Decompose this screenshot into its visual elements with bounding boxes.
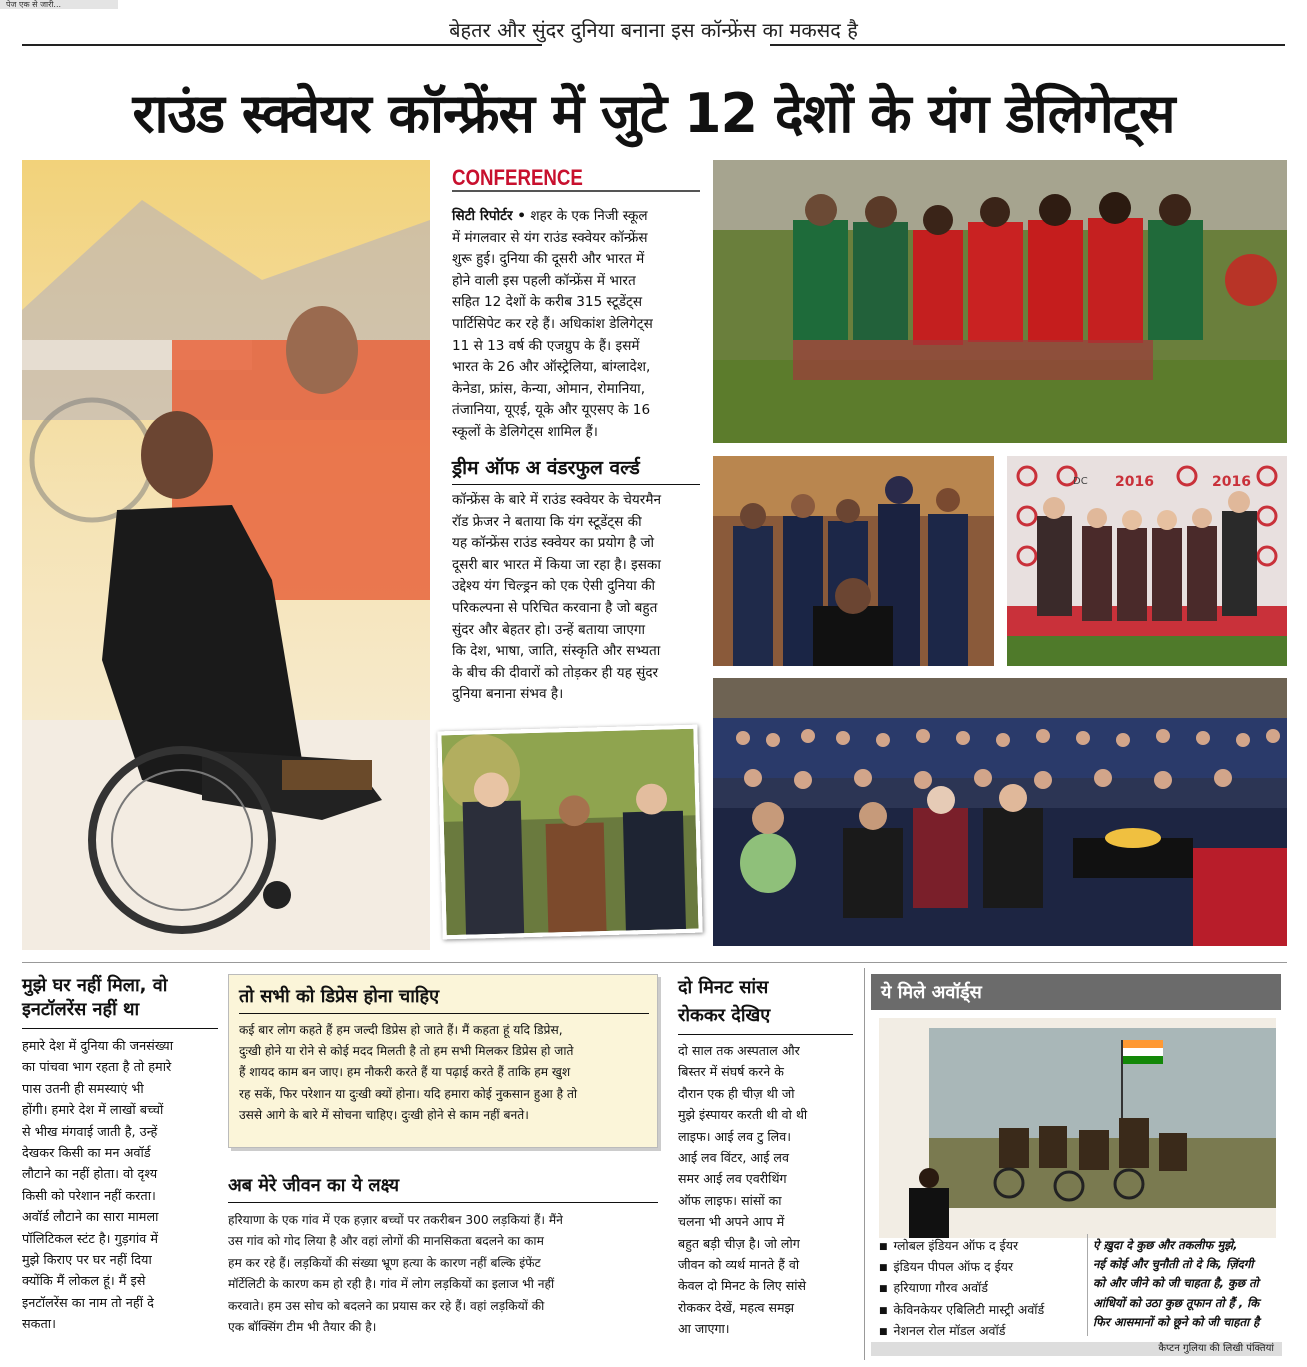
- story4-line: दो साल तक अस्पताल और: [678, 1043, 800, 1058]
- story3-line: मॉर्टेलिटी के कारण कम हो रही है। गांव में लोग लड़कियों का इलाज भी नहीं: [228, 1277, 555, 1292]
- awards-divider: [1087, 1234, 1088, 1336]
- story1-line: का पांचवा भाग रहता है तो हमारे: [22, 1060, 172, 1076]
- main-article-line: के बीच की दीवारों को तोड़कर ही यह सुंदर: [452, 664, 659, 681]
- story2-title-rule: [239, 1013, 649, 1014]
- story1-title-rule: [22, 1028, 218, 1029]
- poem-line: को और जीने को जी चाहता है, कुछ तो: [1093, 1276, 1259, 1291]
- awards-panel: [864, 968, 1287, 1360]
- main-article-line: स्कूलों के डेलिगेट्स शामिल हैं।: [452, 423, 598, 440]
- story4-title: [678, 974, 853, 1030]
- story1-line: किसी को परेशान नहीं करता।: [22, 1188, 156, 1204]
- main-article-line: केनेडा, फ्रांस, केन्या, ओमान, रोमानिया,: [452, 380, 646, 397]
- main-article-line: उद्देश्य यंग चिल्ड्रन को एक ऐसी दुनिया की: [452, 578, 656, 595]
- section-tag-rule: [452, 190, 700, 192]
- story3-line: हम कर रहे हैं। लड़कियों की संख्या भ्रूण हत्या के कारण नहीं बल्कि इंफेंट: [228, 1255, 541, 1270]
- section-tag: CONFERENCE: [452, 165, 583, 190]
- main-article-line: शुरू हुई। दुनिया की दूसरी और भारत में: [452, 251, 645, 268]
- story2-line: रह सकें, फिर परेशान या दुःखी क्यों होना। यदि हमारा कोई नुकसान हुआ है तो: [239, 1086, 578, 1101]
- story2-title: तो सभी को डिप्रेस होना चाहिए: [239, 986, 440, 1007]
- kicker: बेहतर और सुंदर दुनिया बनाना इस कॉन्फ्रेंस का मकसद है: [449, 18, 858, 42]
- poem-line: फिर आसमानों को छूने को जी चाहता है: [1093, 1314, 1260, 1329]
- story1-line: अवॉर्ड लौटाने का सारा मामला: [22, 1210, 159, 1226]
- byline: सिटी रिपोर्टर •: [452, 208, 526, 224]
- subhead-rule: [452, 484, 700, 485]
- photo-speaker-wheelchair: [22, 160, 430, 950]
- photo-uniformed-children: [713, 456, 994, 666]
- awards-list: [879, 1236, 1079, 1342]
- award-item: ■ केविनकेयर एबिलिटी मास्ट्री अवॉर्ड: [879, 1300, 1079, 1321]
- backdrop-dc-label: DC: [1073, 476, 1088, 487]
- story4-line: केवल दो मिनट के लिए सांसे: [678, 1278, 807, 1294]
- story3-line: हरियाणा के एक गांव में एक हज़ार बच्चों पर तकरीबन 300 लड़कियां हैं। मैंने: [228, 1213, 563, 1227]
- main-article-part2: [452, 490, 700, 706]
- photo-three-men: [437, 725, 702, 940]
- story1-body: [22, 1036, 218, 1336]
- story4-line: ऑफ लाइफ। सांसों का: [678, 1192, 782, 1208]
- main-article-subhead: ड्रीम ऑफ अ वंडरफुल वर्ल्ड: [452, 457, 640, 479]
- poem-line: नई कोई और चुनौती तो दे कि, ज़िंदगी: [1093, 1257, 1254, 1272]
- story3-title: अब मेरे जीवन का ये लक्ष्य: [228, 1175, 400, 1196]
- main-article-part1: [452, 206, 700, 444]
- award-item: ■ इंडियन पीपल ऑफ द ईयर: [879, 1257, 1079, 1278]
- story3-line: करवाते। हम उस सोच को बदलने का प्रयास कर रहे हैं। वहां लड़कियों की: [228, 1298, 545, 1313]
- story2-box: [228, 974, 658, 1148]
- kicker-rule-right: [770, 44, 1285, 46]
- story1-line: लौटाने का नहीं होता। वो दृश्य: [22, 1167, 158, 1183]
- story4-title-line: रोककर देखिए: [678, 1005, 771, 1026]
- story1-line: पॉलिटिकल स्टंट है। गुड़गांव में: [22, 1231, 158, 1247]
- story2-line: कई बार लोग कहते हैं हम जल्दी डिप्रेस हो जाते हैं। मैं कहता हूं यदि डिप्रेस,: [239, 1023, 563, 1037]
- story2-body: [239, 1020, 649, 1126]
- story2-line: उससे आगे के बारे में सोचना चाहिए। दुःखी होने से काम नहीं बनते।: [239, 1107, 529, 1122]
- main-article-line: परिकल्पना से परिचित करवाना है जो बहुत: [452, 599, 658, 616]
- award-item: ■ हरियाणा गौरव अवॉर्ड: [879, 1278, 1079, 1299]
- captain-poem: [1093, 1236, 1283, 1332]
- main-article-line: सुंदर और बेहतर हो। उन्हें बताया जाएगा: [452, 621, 646, 638]
- photo-audience: [713, 678, 1287, 946]
- main-article-line: दूसरी बार भारत में किया जा रहा है। इसका: [452, 556, 661, 573]
- award-item: ■ ग्लोबल इंडियन ऑफ द ईयर: [879, 1236, 1079, 1257]
- story4-line: जीवन को व्यर्थ मानते हैं वो: [678, 1257, 800, 1273]
- story1-line: से भीख मंगवाई जाती है, उन्हें: [22, 1124, 158, 1140]
- story1-line: क्योंकि मैं लोकल हूं। मैं इसे: [22, 1274, 146, 1290]
- story1-line: इनटॉलरेंस का नाम तो नहीं दे: [22, 1295, 154, 1311]
- backdrop-year-left: 2016: [1115, 474, 1154, 490]
- story3-line: एक बॉक्सिंग टीम भी तैयार की है।: [228, 1320, 377, 1335]
- main-article-line: यह कॉन्फ्रेंस राउंड स्क्वेयर का प्रयोग है जो: [452, 535, 655, 552]
- story3-title-rule: [228, 1202, 658, 1203]
- story4-line: मुझे इंस्पायर करती थी वो थी: [678, 1107, 808, 1123]
- story2-line: हैं शायद काम बन जाए। हम नौकरी करते हैं या पढ़ाई करते हैं ताकि हम खुश: [239, 1065, 571, 1080]
- photo-students-group: [713, 160, 1287, 443]
- story1-line: होंगी। हमारे देश में लाखों बच्चों: [22, 1103, 164, 1119]
- poem-line: ऐ ख़ुदा दे कुछ और तकलीफ मुझे,: [1093, 1238, 1238, 1252]
- story4-line: दौरान एक ही चीज़ थी जो: [678, 1085, 795, 1101]
- main-article-line: होने वाली इस पहली कॉन्फ्रेंस में भारत: [452, 272, 636, 289]
- story4-line: बिस्तर में संघर्ष करने के: [678, 1064, 784, 1080]
- kicker-rule-left: [22, 44, 542, 46]
- story4-line: लाइफ। आई लव टु लिव।: [678, 1128, 791, 1144]
- main-article-line: भारत के 26 और ऑस्ट्रेलिया, बांग्लादेश,: [452, 359, 651, 376]
- story3-body: [228, 1210, 658, 1338]
- story3-line: उस गांव को गोद लिया है और वहां लोगों की मानसिकता बदलने का काम: [228, 1234, 544, 1249]
- story4-line: चलना भी अपने आप में: [678, 1214, 785, 1230]
- photo-students-stage: [1007, 456, 1287, 666]
- continued-from-fragment: पेज एक से जारी...: [0, 0, 118, 9]
- story1-line: देखकर किसी का मन अवॉर्ड: [22, 1146, 151, 1162]
- bottom-section-rule: [22, 962, 1287, 963]
- main-article-line: कि देश, भाषा, जाति, संस्कृति और सभ्यता: [452, 643, 661, 660]
- story4-line: समर आई लव एवरीथिंग: [678, 1171, 787, 1187]
- story1-title-line: मुझे घर नहीं मिला, वो: [22, 975, 168, 996]
- main-article-line: दुनिया बनाना संभव है।: [452, 686, 564, 703]
- photo-flag-bikers-screen: [879, 1018, 1276, 1238]
- story4-line: आ जाएगा।: [678, 1321, 730, 1337]
- page-headline: राउंड स्क्वेयर कॉन्फ्रेंस में जुटे 12 देशों के यंग डेलिगेट्स: [132, 82, 1175, 145]
- story1-line: मुझे किराए पर घर नहीं दिया: [22, 1253, 152, 1269]
- award-item: ■ नेशनल रोल मॉडल अवॉर्ड: [879, 1321, 1079, 1342]
- main-article-line: में मंगलवार से यंग राउंड स्क्वेयर कॉन्फ्रेंस: [452, 229, 648, 246]
- story2-line: दुःखी होने या रोने से कोई मदद मिलती है तो हम सभी मिलकर डिप्रेस हो जाते: [239, 1044, 574, 1059]
- story1-line: सकता।: [22, 1317, 56, 1333]
- story4-line: रोककर देखें, महत्व समझ: [678, 1299, 795, 1315]
- story4-title-line: दो मिनट सांस: [678, 977, 769, 998]
- backdrop-year-right: 2016: [1212, 474, 1251, 490]
- main-article-line: सहित 12 देशों के करीब 315 स्टूडेंट्स: [452, 294, 643, 311]
- awards-title: ये मिले अवॉर्ड्स: [871, 974, 1281, 1010]
- main-article-line: रॉड फ्रेजर ने बताया कि यंग स्टूडेंट्स की: [452, 513, 642, 530]
- story1-line: हमारे देश में दुनिया की जनसंख्या: [22, 1039, 174, 1054]
- main-article-line: 11 से 13 वर्ष की एजग्रुप के हैं। इसमें: [452, 337, 640, 354]
- poem-line: आंधियों को उठा कुछ तूफान तो हैं , कि: [1093, 1295, 1260, 1310]
- story1-title-line: इनटॉलरेंस नहीं था: [22, 999, 140, 1020]
- story4-title-rule: [678, 1034, 853, 1035]
- main-article-line: सिटी रिपोर्टर • शहर के एक निजी स्कूल: [452, 208, 648, 224]
- story4-line: आई लव विंटर, आई लव: [678, 1150, 789, 1166]
- story1-line: पास उतनी ही समस्याएं भी: [22, 1081, 144, 1097]
- main-article-line: तंजानिया, यूएई, यूके और यूएसए के 16: [452, 402, 651, 419]
- story4-body: [678, 1040, 853, 1340]
- story4-line: बहुत बड़ी चीज़ है। जो लोग: [678, 1235, 800, 1251]
- main-article-line: पार्टिसिपेट कर रहे हैं। अधिकांश डेलिगेट्स: [452, 315, 653, 332]
- poem-caption: कैप्टन गुलिया की लिखी पंक्तियां: [871, 1342, 1282, 1356]
- main-article-line: कॉन्फ्रेंस के बारे में राउंड स्क्वेयर के चेयरमैन: [452, 492, 661, 508]
- story1-title: [22, 974, 218, 1022]
